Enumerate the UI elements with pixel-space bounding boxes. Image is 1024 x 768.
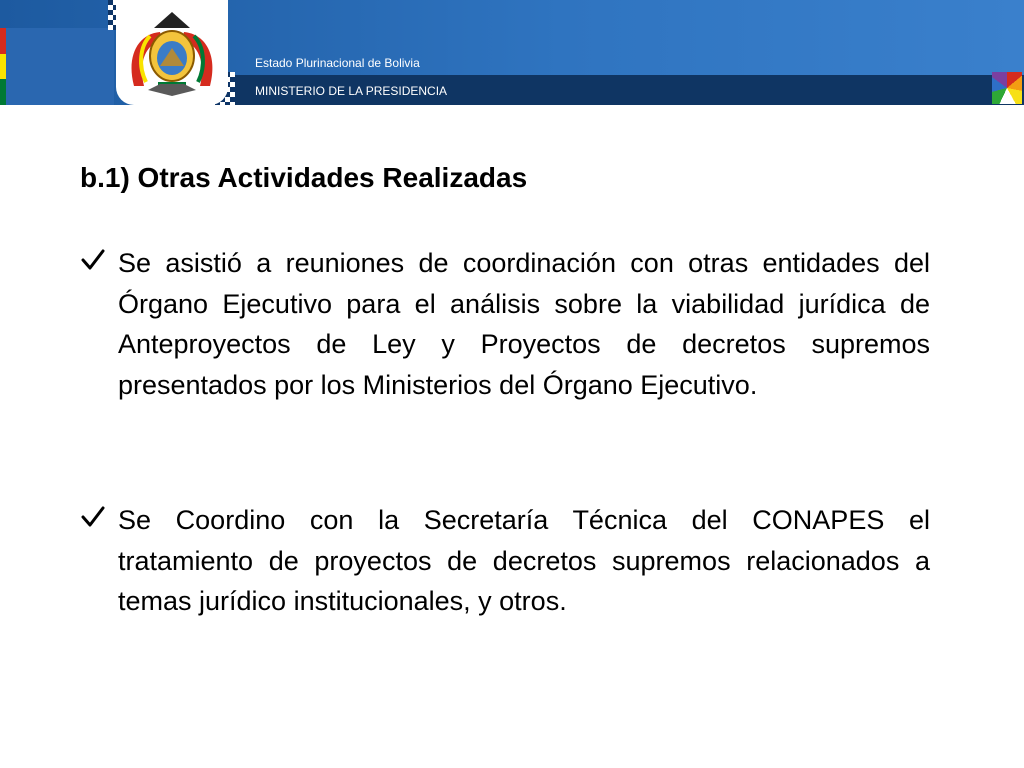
ministry-name: MINISTERIO DE LA PRESIDENCIA [255,84,448,98]
bullet-item [80,500,930,622]
bolivia-flag-stripe [0,28,6,105]
wiphala-flag-icon [992,72,1022,104]
bullet-text: Se asistió a reuniones de coordinación con otras entidades del Órgano Ejecutivo para el análisis sobre la viabilidad jurídica de Anteproyectos de Ley y Proyectos de decretos supremos presentados por los Ministerios del Órgano Ejecutivo. [118,248,930,400]
checkmark-icon [80,504,106,530]
state-name: Estado Plurinacional de Bolivia [255,56,420,70]
bullet-text: Se Coordino con la Secretaría Técnica del CONAPES el tratamiento de proyectos de decretos supremos relacionados a temas jurídico institucionales, y otros. [118,505,930,616]
header-left-panel [6,28,114,105]
checkmark-icon [80,247,106,273]
coat-of-arms-emblem [120,6,224,101]
slide-title: b.1) Otras Actividades Realizadas [80,162,528,193]
bullet-item [80,243,930,405]
